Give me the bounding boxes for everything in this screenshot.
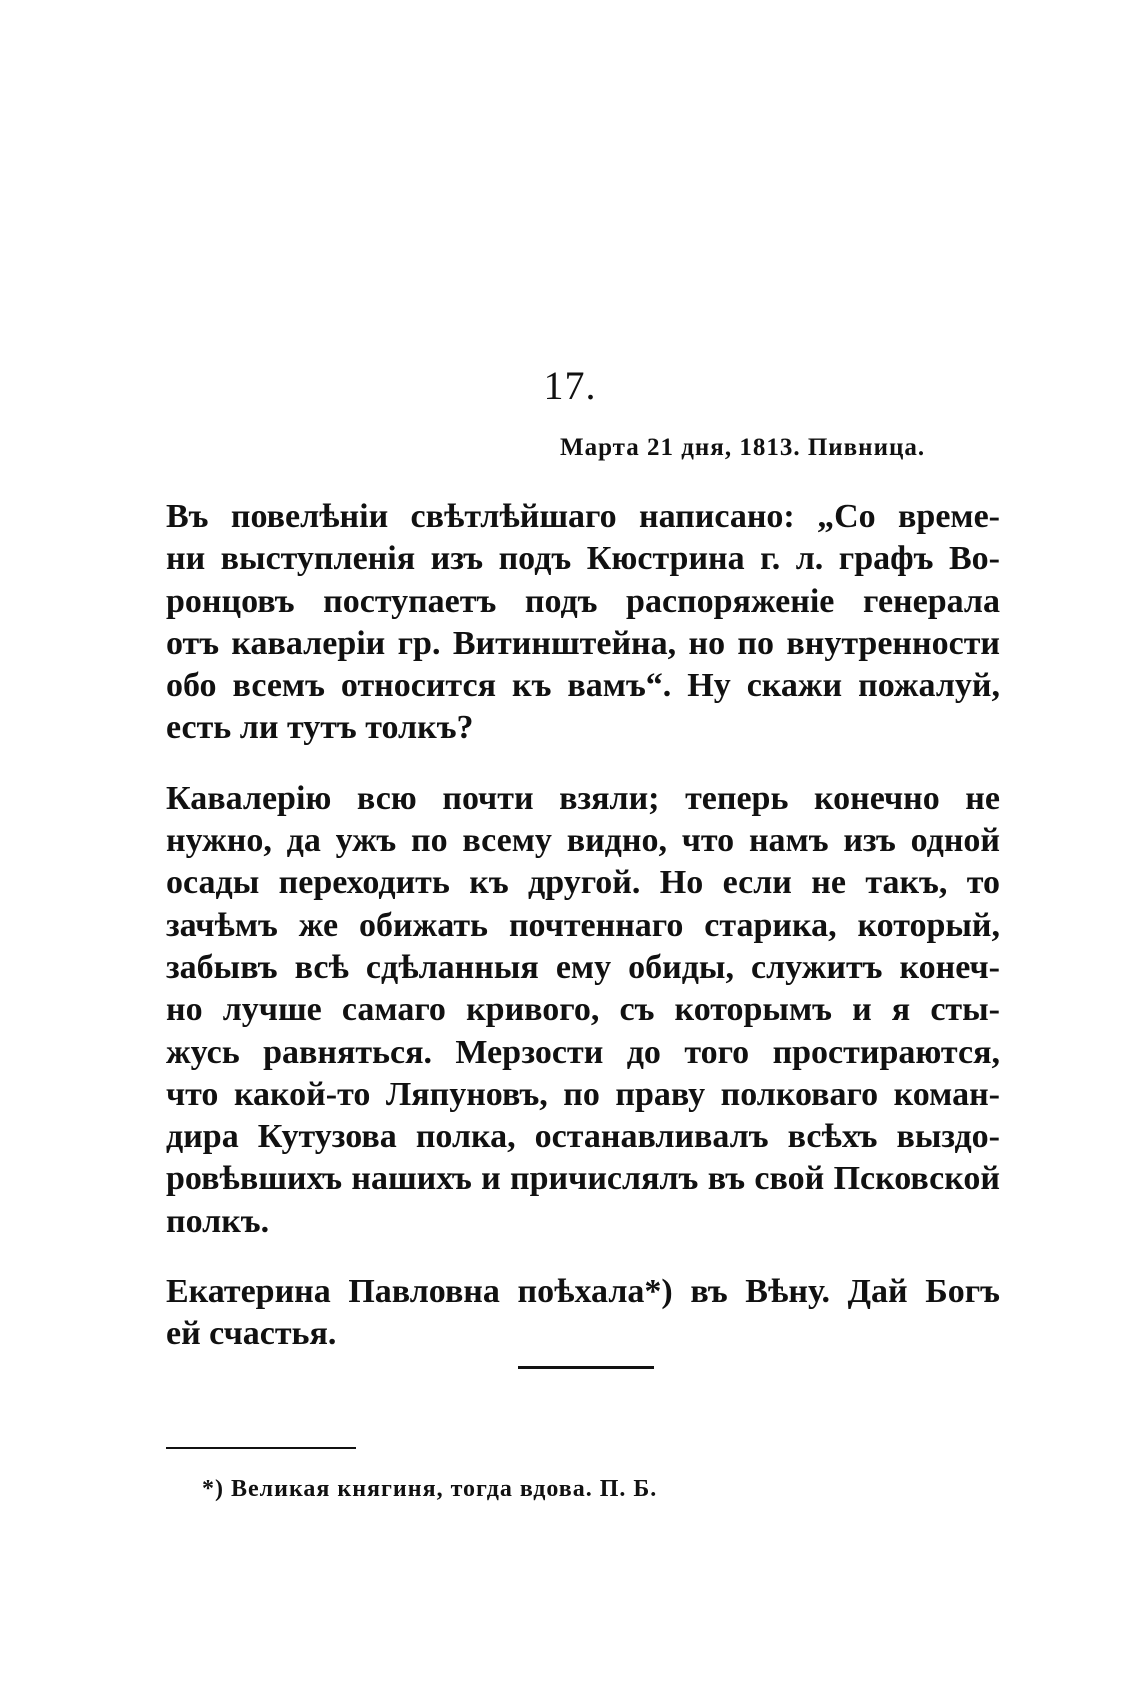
text-line: ни выступленія изъ подъ Кюстрина г. л. графъ Во- xyxy=(166,540,1000,578)
dateline: Марта 21 дня, 1813. Пивница. xyxy=(560,434,926,461)
section-end-rule xyxy=(518,1366,654,1369)
text-line: зачѣмъ же обижать почтеннаго старика, который, xyxy=(166,906,1000,944)
footnote: *) Великая княгиня, тогда вдова. П. Б. xyxy=(202,1476,658,1502)
text-line: ронцовъ поступаетъ подъ распоряженіе генерала xyxy=(166,582,1000,620)
text-line: есть ли тутъ толкъ? xyxy=(166,709,474,747)
text-line: нужно, да ужъ по всему видно, что намъ изъ одной xyxy=(166,822,1000,860)
text-line: но лучше самаго кривого, съ которымъ и я сты- xyxy=(166,991,1000,1029)
text-line: осады переходить къ другой. Но если не такъ, то xyxy=(166,864,1000,902)
text-line: полкъ. xyxy=(166,1202,270,1240)
paragraph-3 xyxy=(166,1271,1000,1356)
text-line: Кавалерію всю почти взяли; теперь конечно не xyxy=(166,779,1000,817)
text-line: что какой-то Ляпуновъ, по праву полковаго коман- xyxy=(166,1075,1000,1113)
text-line: ровѣвшихъ нашихъ и причислялъ въ свой Псковской xyxy=(166,1160,1000,1198)
text-line: отъ кавалеріи гр. Витинштейна, но по внутренности xyxy=(166,624,1000,662)
letter-body xyxy=(166,496,1000,1356)
text-line: Екатерина Павловна поѣхала*) въ Вѣну. Дай Богъ xyxy=(166,1273,1000,1311)
letter-number: 17. xyxy=(543,363,597,408)
text-line: жусь равняться. Мерзости до того простираются, xyxy=(166,1033,1000,1071)
paragraph-1 xyxy=(166,496,1000,750)
text-line: забывъ всѣ сдѣланныя ему обиды, служитъ конеч- xyxy=(166,948,1000,986)
text-line: дира Кутузова полка, останавливалъ всѣхъ выздо- xyxy=(166,1118,1000,1156)
footnote-separator xyxy=(166,1447,356,1449)
text-line: Въ повелѣніи свѣтлѣйшаго написано: „Со време- xyxy=(166,498,1000,535)
text-line: обо всемъ относится къ вамъ“. Ну скажи пожалуй, xyxy=(166,667,1000,705)
text-line: ей счастья. xyxy=(166,1315,337,1353)
paragraph-2 xyxy=(166,778,1000,1243)
